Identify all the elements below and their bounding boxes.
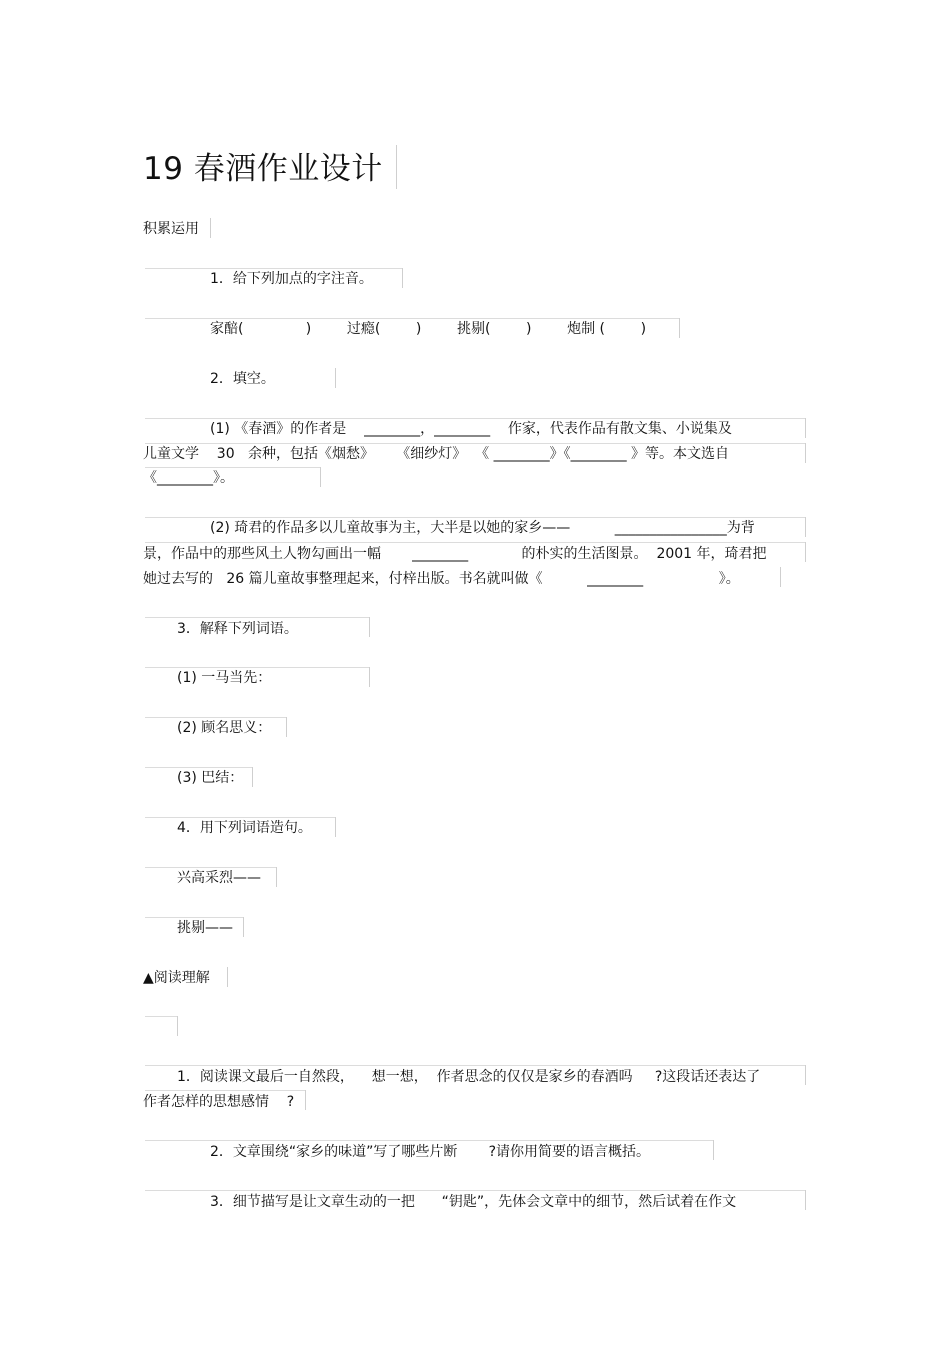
divider: [286, 717, 287, 737]
reading-question-2: 2．文章围绕“家乡的味道”写了哪些片断 ?请你用简要的语言概括。: [210, 1144, 650, 1160]
question-3-1: (1) 一马当先：: [177, 670, 272, 686]
divider: [145, 767, 252, 768]
divider: [145, 717, 286, 718]
question-2-2-line-2: 景，作品中的那些风土人物勾画出一幅 ________ 的朴实的生活图景。 2001 年，琦君把: [143, 546, 767, 562]
section-heading-accumulation: 积累运用: [143, 221, 199, 237]
divider: [805, 542, 806, 562]
question-1: 1．给下列加点的字注音。: [210, 271, 373, 287]
divider: [805, 418, 806, 438]
divider: [335, 817, 336, 837]
divider: [780, 567, 781, 587]
divider: [145, 1016, 177, 1017]
question-2-2-line-3: 她过去写的 26 篇儿童故事整理起来，付梓出版。书名就叫做《 ________ 》。: [143, 571, 740, 587]
divider: [227, 967, 228, 987]
divider: [145, 542, 805, 543]
page-title: 19 春酒作业设计: [143, 151, 383, 187]
divider: [252, 767, 253, 787]
divider: [335, 368, 336, 388]
divider: [713, 1140, 714, 1160]
question-4-2: 挑剔——: [177, 920, 233, 936]
question-2-2-line-1: (2) 琦君的作品多以儿童故事为主，大半是以她的家乡—— ________________为背: [210, 520, 755, 536]
divider: [145, 318, 680, 319]
question-3-3: (3) 巴结：: [177, 770, 244, 786]
divider: [396, 145, 397, 189]
question-3: 3．解释下列词语。: [177, 621, 298, 637]
divider: [145, 917, 243, 918]
divider: [402, 268, 403, 288]
question-2: 2．填空。: [210, 371, 275, 387]
divider: [145, 1090, 305, 1091]
divider: [177, 1016, 178, 1036]
divider: [145, 1065, 805, 1066]
question-2-1-line-1: (1) 《春酒》的作者是 ________，________ 作家，代表作品有散文集、小说集及: [210, 421, 732, 437]
divider: [243, 917, 244, 937]
question-1-items: 家醅( ) 过瘾( ) 挑剔( ) 炮制 ( ): [210, 321, 647, 337]
section-heading-reading: ▲阅读理解: [143, 970, 210, 986]
question-3-2: (2) 顾名思义：: [177, 720, 272, 736]
divider: [369, 617, 370, 637]
divider: [276, 867, 277, 887]
divider: [145, 418, 805, 419]
divider: [145, 1190, 805, 1191]
divider: [145, 443, 805, 444]
divider: [210, 218, 211, 238]
reading-question-1-line-2: 作者怎样的思想感情 ?: [143, 1094, 295, 1110]
question-2-1-line-2: 儿童文学 30 余种，包括《烟愁》 《细纱灯》 《 ________》《________ 》等。本文选自: [143, 446, 730, 462]
divider: [305, 1090, 306, 1110]
divider: [145, 467, 320, 468]
divider: [369, 667, 370, 687]
divider: [145, 817, 335, 818]
divider: [679, 318, 680, 338]
divider: [145, 517, 805, 518]
question-4: 4．用下列词语造句。: [177, 820, 312, 836]
divider: [805, 443, 806, 463]
divider: [145, 268, 403, 269]
question-2-1-line-3: 《________》。: [143, 470, 234, 486]
reading-question-1-line-1: 1．阅读课文最后一自然段， 想一想， 作者思念的仅仅是家乡的春酒吗 ?这段话还表达了: [177, 1069, 761, 1085]
divider: [320, 467, 321, 487]
divider: [805, 1065, 806, 1085]
question-4-1: 兴高采烈——: [177, 870, 261, 886]
divider: [145, 1140, 713, 1141]
divider: [805, 517, 806, 537]
divider: [145, 667, 369, 668]
divider: [145, 617, 369, 618]
reading-question-3: 3．细节描写是让文章生动的一把 “钥匙”，先体会文章中的细节，然后试着在作文: [210, 1194, 737, 1210]
divider: [145, 867, 276, 868]
divider: [805, 1190, 806, 1210]
